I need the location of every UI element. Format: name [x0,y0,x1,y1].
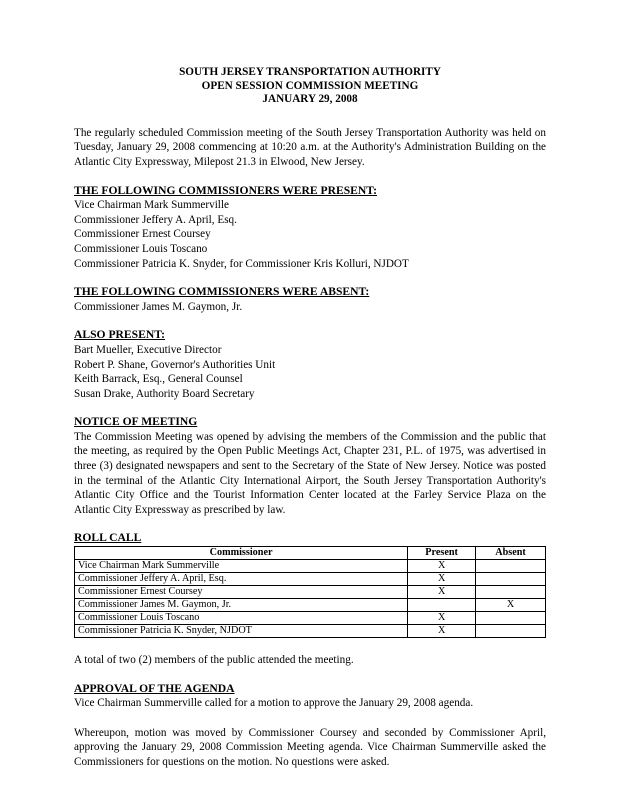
present-cell: X [408,560,476,573]
absent-heading: THE FOLLOWING COMMISSIONERS WERE ABSENT: [74,285,370,299]
also-present-section [74,328,546,401]
present-cell: X [408,612,476,625]
commissioner-cell: Commissioner Louis Toscano [75,612,408,625]
also-present-heading: ALSO PRESENT: [74,328,165,342]
table-row [75,586,546,599]
present-cell [408,599,476,612]
present-line: Commissioner Ernest Coursey [74,228,211,241]
commissioner-cell: Commissioner Patricia K. Snyder, NJDOT [75,625,408,638]
absent-cell [476,586,546,599]
agenda-motion-paragraph: Whereupon, motion was moved by Commissioner Coursey and seconded by Commissioner April, approving the January 29, 2008 Commission Meeting agenda. Vice Chairman Summerville asked the Commissioners for questions on the motion. No questions were asked. [74,726,546,768]
present-section [74,184,546,272]
also-present-line: Susan Drake, Authority Board Secretary [74,387,255,400]
notice-paragraph: The Commission Meeting was opened by advising the members of the Commission and the public that the meeting, as required by the Open Public Meetings Act, Chapter 231, P.L. of 1975, was advertised in three (3) designated newspapers and sent to the Secretary of the State of New Jersey. Notice was posted in the terminal of the Atlantic City International Airport, the South Jersey Transportation Authority's Atlantic City Office and the Tourist Information Center located at the Farley Service Plaza on the Atlantic City Expressway as prescribed by law. [74,430,546,516]
column-header: Present [408,547,476,560]
roll-call-section [74,531,546,638]
present-cell: X [408,586,476,599]
agenda-section [74,682,546,770]
table-row [75,612,546,625]
present-line: Commissioner Patricia K. Snyder, for Commissioner Kris Kolluri, NJDOT [74,257,409,270]
table-row [75,573,546,586]
absent-line: Commissioner James M. Gaymon, Jr. [74,300,243,313]
agenda-heading: APPROVAL OF THE AGENDA [74,681,235,695]
present-line: Commissioner Louis Toscano [74,242,208,255]
meeting-date: JANUARY 29, 2008 [262,93,358,106]
agenda-paragraph: Vice Chairman Summerville called for a motion to approve the January 29, 2008 agenda. [74,697,474,710]
absent-cell [476,560,546,573]
column-header: Commissioner [75,547,408,560]
document-page [74,66,546,770]
present-line: Commissioner Jeffery A. April, Esq. [74,213,237,226]
notice-section [74,415,546,517]
commissioner-cell: Commissioner Ernest Coursey [75,586,408,599]
commissioner-cell: Vice Chairman Mark Summerville [75,560,408,573]
also-present-line: Robert P. Shane, Governor's Authorities Unit [74,358,276,371]
absent-cell [476,612,546,625]
also-present-line: Keith Barrack, Esq., General Counsel [74,373,243,386]
present-line: Vice Chairman Mark Summerville [74,199,229,212]
present-cell: X [408,625,476,638]
commissioner-cell: Commissioner Jeffery A. April, Esq. [75,573,408,586]
public-attendance-note: A total of two (2) members of the public attended the meeting. [74,654,354,667]
notice-heading: NOTICE OF MEETING [74,415,198,429]
present-cell: X [408,573,476,586]
table-row [75,625,546,638]
table-row [75,560,546,573]
document-header [74,66,546,107]
absent-cell: X [476,599,546,612]
meeting-title: OPEN SESSION COMMISSION MEETING [201,79,419,92]
intro-paragraph: The regularly scheduled Commission meeting of the South Jersey Transportation Authority was held on Tuesday, January 29, 2008 commencing at 10:20 a.m. at the Authority's Administration Building on the Atlantic City Expressway, Milepost 21.3 in Elwood, New Jersey. [74,126,546,168]
roll-call-table [74,546,546,638]
present-heading: THE FOLLOWING COMMISSIONERS WERE PRESENT: [74,183,377,197]
org-title: SOUTH JERSEY TRANSPORTATION AUTHORITY [179,66,441,78]
table-header-row [75,547,546,560]
table-row [75,599,546,612]
absent-cell [476,573,546,586]
absent-cell [476,625,546,638]
commissioner-cell: Commissioner James M. Gaymon, Jr. [75,599,408,612]
also-present-line: Bart Mueller, Executive Director [74,343,222,356]
roll-call-heading: ROLL CALL [74,531,142,545]
column-header: Absent [476,547,546,560]
absent-section [74,285,546,314]
